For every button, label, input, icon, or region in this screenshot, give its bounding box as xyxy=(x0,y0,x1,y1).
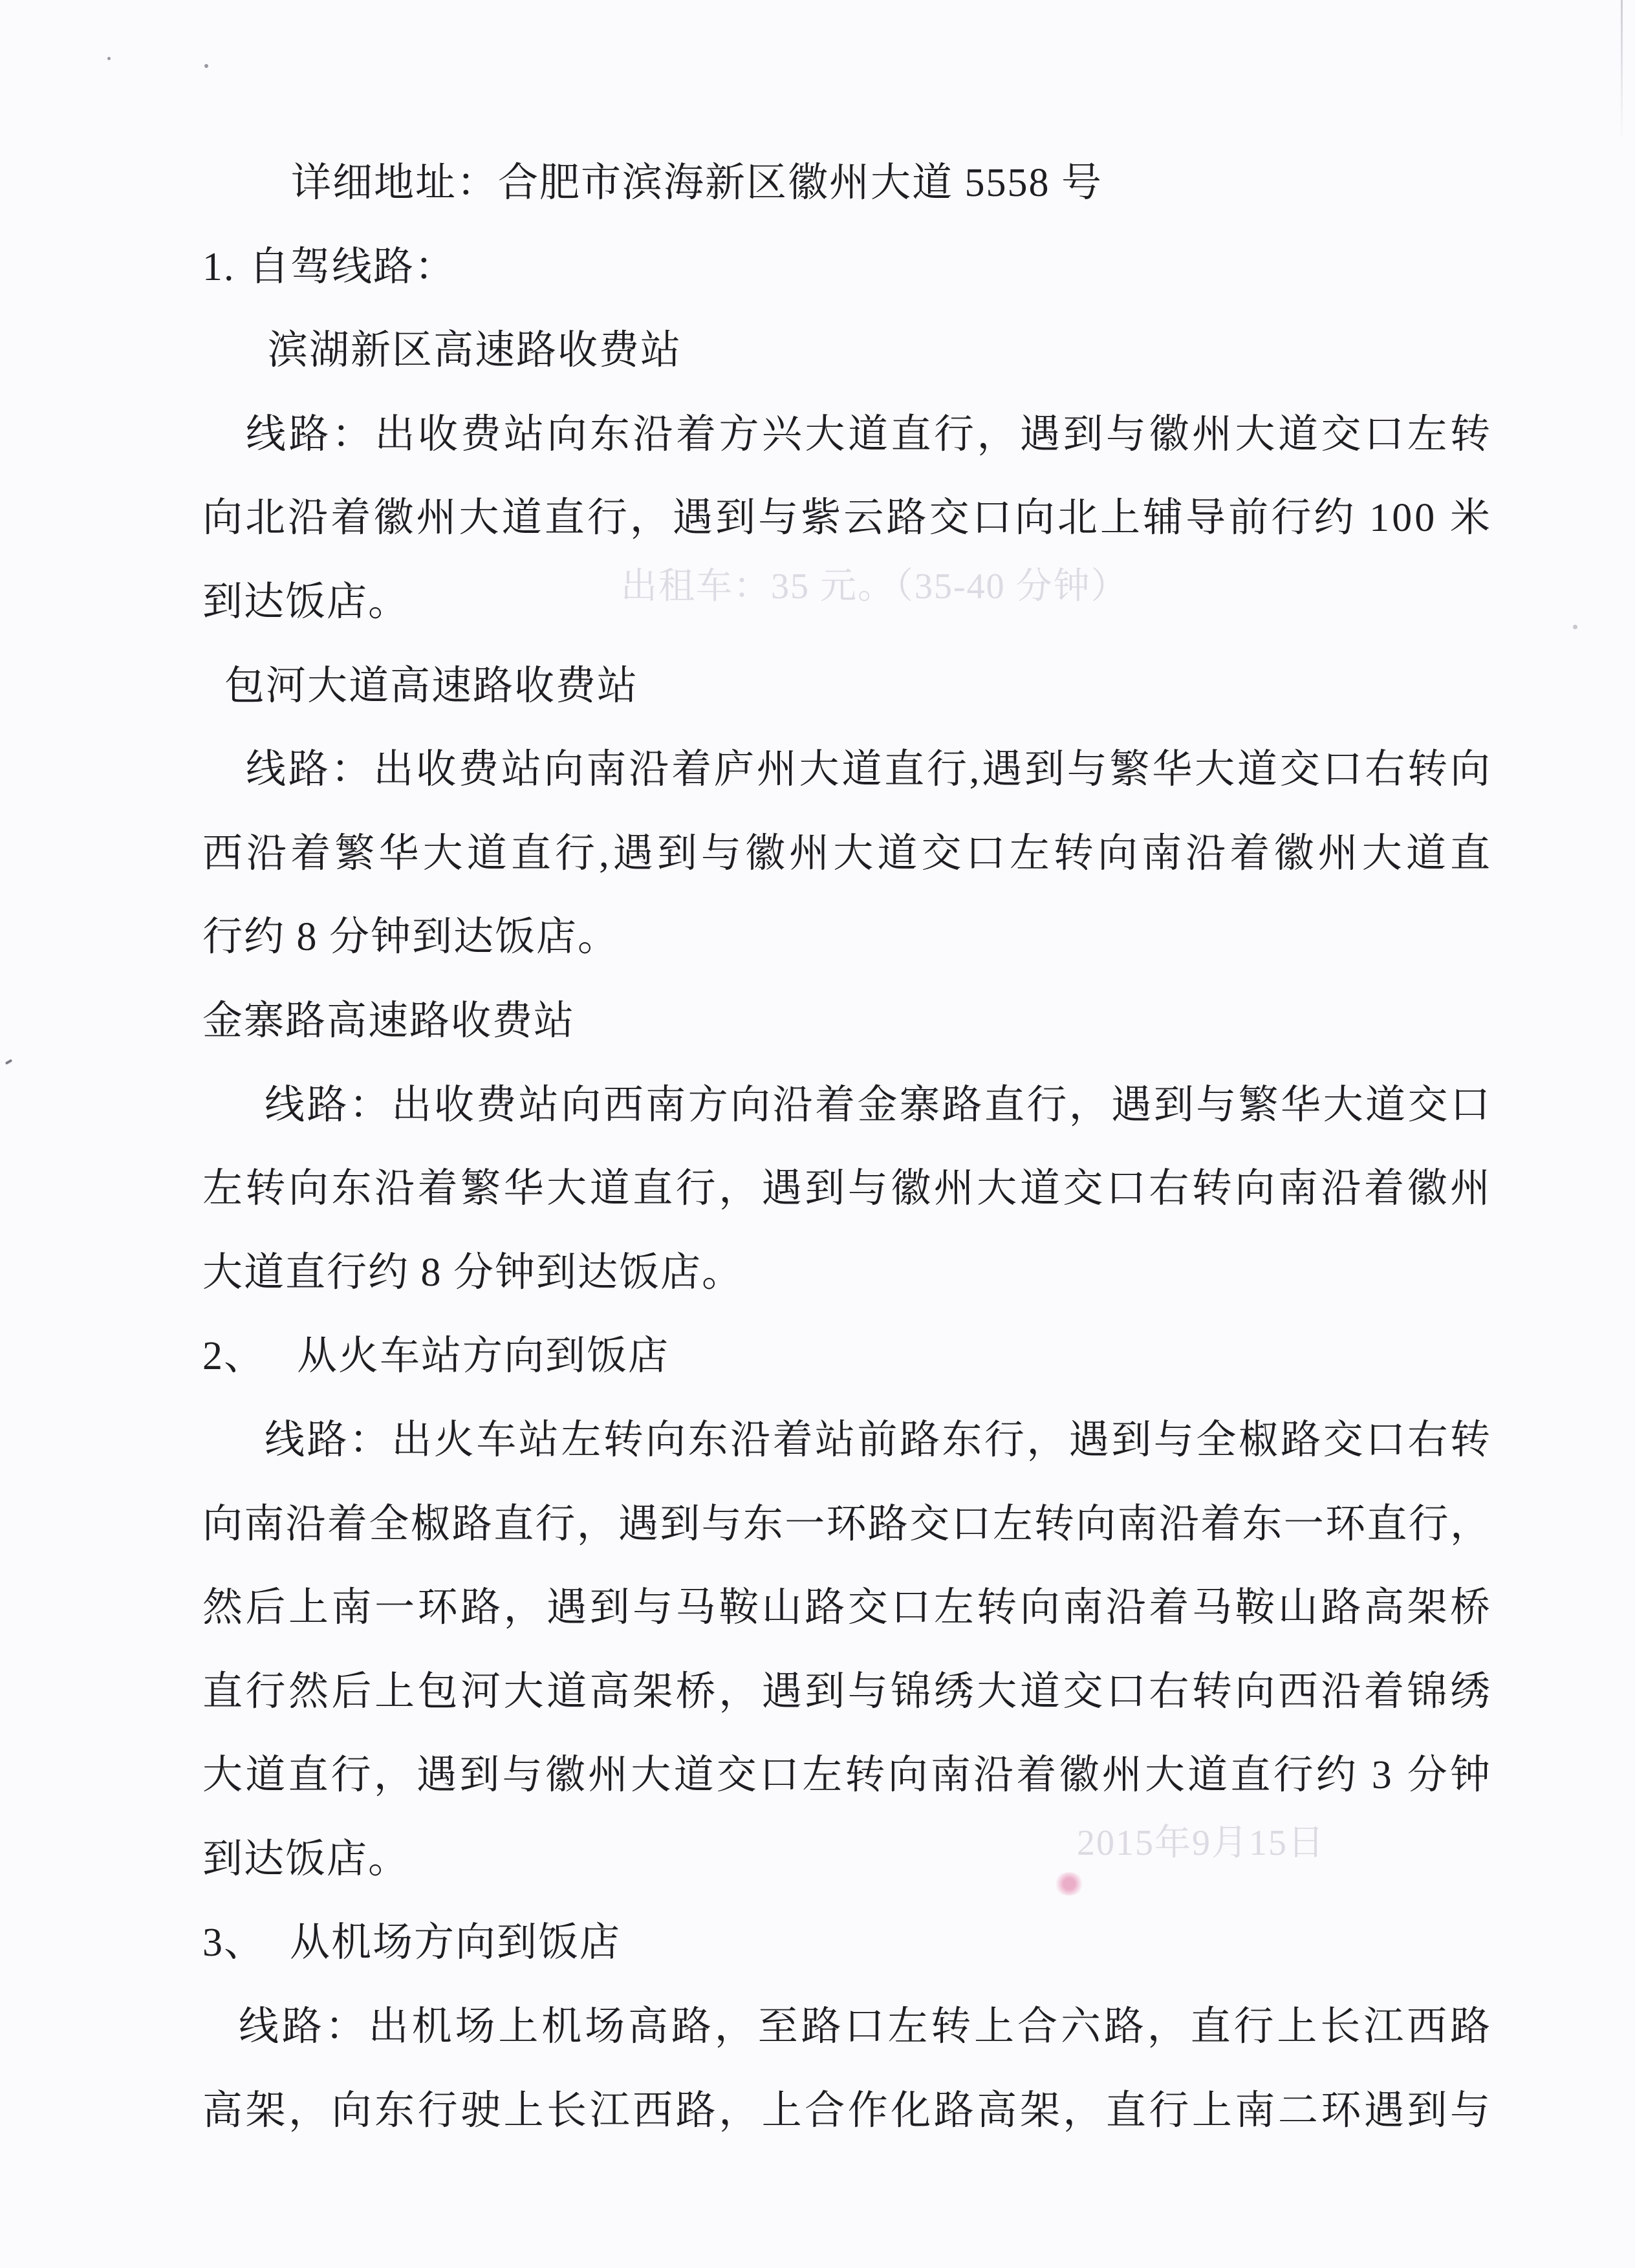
route-line xyxy=(0,393,1635,477)
scan-speck xyxy=(107,57,111,60)
route-text: 线路：出收费站向东沿着方兴大道直行，遇到与徽州大道交口左转 xyxy=(246,412,1493,457)
section-number: 3、 xyxy=(202,1921,266,1965)
route-text: 线路：出收费站向南沿着庐州大道直行,遇到与繁华大道交口右转向 xyxy=(246,748,1493,792)
show-through-date: 2015年9月15日 xyxy=(1077,1823,1325,1863)
route-text: 西沿着繁华大道直行,遇到与徽州大道交口左转向南沿着徽州大道直 xyxy=(202,831,1495,876)
section-heading-train-station xyxy=(0,1315,1635,1399)
route-line xyxy=(0,1985,1635,2069)
route-line xyxy=(0,1734,1635,1818)
station-name: 滨湖新区高速路收费站 xyxy=(268,329,682,373)
station-name: 包河大道高速路收费站 xyxy=(224,664,639,708)
station-heading-baohe xyxy=(0,645,1635,729)
route-text: 向北沿着徽州大道直行，遇到与紫云路交口向北上辅导前行约 100 米 xyxy=(202,496,1493,541)
route-text: 到达饭店。 xyxy=(202,579,410,624)
route-line xyxy=(0,1650,1635,1734)
scan-speck xyxy=(204,64,208,68)
route-text: 左转向东沿着繁华大道直行，遇到与徽州大道交口右转向南沿着徽州 xyxy=(202,1167,1493,1211)
section-number: 1. xyxy=(202,244,235,289)
route-line xyxy=(0,1818,1635,1902)
route-line xyxy=(0,1147,1635,1231)
route-text: 线路：出火车站左转向东沿着站前路东行，遇到与全椒路交口右转 xyxy=(265,1418,1493,1462)
route-line xyxy=(0,1399,1635,1483)
route-line xyxy=(0,1064,1635,1148)
section-title: 自驾线路： xyxy=(249,244,457,289)
section-heading-airport xyxy=(0,1901,1635,1985)
document-body xyxy=(0,142,1635,2153)
section-number: 2、 xyxy=(202,1334,266,1379)
route-text: 高架，向东行驶上长江西路，上合作化路高架，直行上南二环遇到与 xyxy=(202,2088,1493,2133)
route-line xyxy=(0,728,1635,812)
station-name: 金寨路高速路收费站 xyxy=(202,999,576,1043)
route-text: 大道直行约 8 分钟到达饭店。 xyxy=(202,1250,744,1295)
route-line xyxy=(0,2069,1635,2154)
route-line xyxy=(0,1231,1635,1315)
route-line xyxy=(0,561,1635,645)
section-title: 从机场方向到饭店 xyxy=(290,1921,622,1965)
station-heading-binhu xyxy=(0,309,1635,393)
route-line xyxy=(0,812,1635,896)
route-line xyxy=(0,1483,1635,1567)
route-line xyxy=(0,896,1635,980)
route-line xyxy=(0,477,1635,561)
section-title: 从火车站方向到饭店 xyxy=(297,1334,670,1379)
route-text: 到达饭店。 xyxy=(202,1837,410,1881)
show-through-taxi-note: 出租车：35 元。（35-40 分钟） xyxy=(621,567,1129,607)
address-line xyxy=(0,142,1635,226)
route-text: 线路：出机场上机场高路，至路口左转上合六路，直行上长江西路 xyxy=(239,2005,1493,2049)
route-text: 直行然后上包河大道高架桥，遇到与锦绣大道交口右转向西沿着锦绣 xyxy=(202,1669,1493,1714)
route-text: 线路：出收费站向西南方向沿着金寨路直行，遇到与繁华大道交口 xyxy=(265,1083,1493,1127)
scan-edge xyxy=(1621,0,1623,142)
route-text: 向南沿着全椒路直行，遇到与东一环路交口左转向南沿着东一环直行， xyxy=(202,1502,1492,1546)
station-heading-jinzhai xyxy=(0,980,1635,1064)
route-text: 然后上南一环路，遇到与马鞍山路交口左转向南沿着马鞍山路高架桥 xyxy=(202,1586,1493,1630)
section-heading-self-drive xyxy=(0,226,1635,310)
route-text: 大道直行，遇到与徽州大道交口左转向南沿着徽州大道直行约 3 分钟 xyxy=(202,1753,1493,1798)
address-text: 详细地址：合肥市滨海新区徽州大道 5558 号 xyxy=(291,161,1103,205)
route-line xyxy=(0,1566,1635,1650)
route-text: 行约 8 分钟到达饭店。 xyxy=(202,915,620,960)
